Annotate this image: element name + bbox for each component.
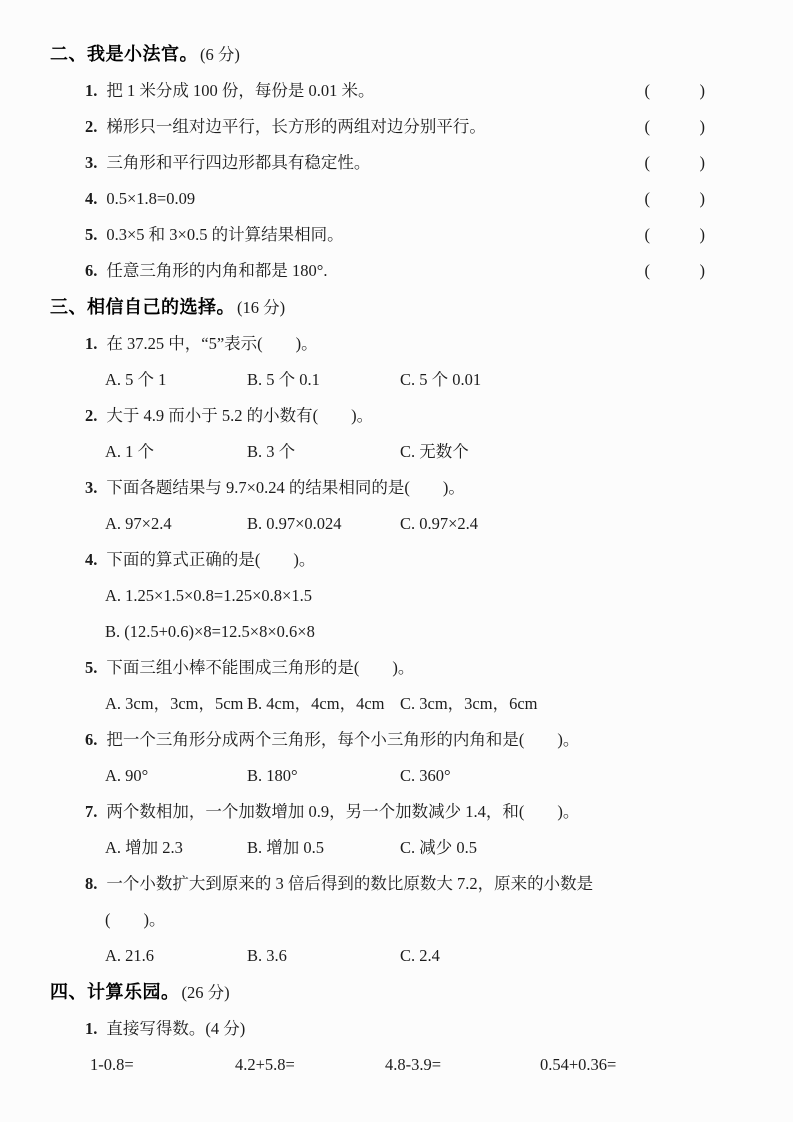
choice-options-5 bbox=[50, 686, 743, 722]
option-b: B. 0.97×0.024 bbox=[247, 514, 342, 533]
item-text: 梯形只一组对边平行，长方形的两组对边分别平行。 bbox=[106, 117, 486, 136]
judge-item-5 bbox=[50, 217, 743, 253]
sub-question-label: 直接写得数。 bbox=[106, 1019, 206, 1038]
item-text: 把 1 米分成 100 份，每份是 0.01 米。 bbox=[106, 81, 375, 100]
option-c: C. 360° bbox=[400, 766, 451, 785]
choice-question-4 bbox=[50, 542, 743, 578]
option-a: A. 1.25×1.5×0.8=1.25×0.8×1.5 bbox=[105, 586, 312, 605]
item-number: 1. bbox=[85, 81, 98, 100]
question-number: 6. bbox=[85, 730, 98, 749]
option-a: A. 5 个 1 bbox=[105, 370, 167, 389]
question-text: 下面各题结果与 9.7×0.24 的结果相同的是( )。 bbox=[106, 478, 465, 497]
choice-question-5 bbox=[50, 650, 743, 686]
option-c: C. 0.97×2.4 bbox=[400, 514, 479, 533]
choice-question-1 bbox=[50, 326, 743, 362]
item-number: 6. bbox=[85, 261, 98, 280]
calc-sub-question-1 bbox=[50, 1011, 743, 1047]
item-text: 三角形和平行四边形都具有稳定性。 bbox=[106, 153, 371, 172]
section-choice-title: 三、相信自己的选择。 bbox=[50, 297, 235, 317]
option-b: B. 3.6 bbox=[247, 946, 287, 965]
calc-expression-2: 4.2+5.8= bbox=[235, 1055, 295, 1074]
option-a: A. 21.6 bbox=[105, 946, 155, 965]
question-text: 把一个三角形分成两个三角形，每个小三角形的内角和是( )。 bbox=[106, 730, 580, 749]
question-text: 下面三组小棒不能围成三角形的是( )。 bbox=[106, 658, 415, 677]
option-b: B. 4cm，4cm，4cm bbox=[247, 694, 385, 713]
option-b: B. 增加 0.5 bbox=[247, 838, 325, 857]
calc-expression-3: 4.8-3.9= bbox=[385, 1055, 442, 1074]
choice-options-2 bbox=[50, 434, 743, 470]
question-text: 两个数相加，一个加数增加 0.9，另一个加数减少 1.4，和( )。 bbox=[106, 802, 580, 821]
option-c: C. 减少 0.5 bbox=[400, 838, 478, 857]
option-a: A. 3cm，3cm，5cm bbox=[105, 694, 244, 713]
question-number: 5. bbox=[85, 658, 98, 677]
question-number: 8. bbox=[85, 874, 98, 893]
question-number: 3. bbox=[85, 478, 98, 497]
section-calc-heading bbox=[50, 974, 743, 1011]
judge-item-2 bbox=[50, 109, 743, 145]
option-c: C. 2.4 bbox=[400, 946, 440, 965]
choice-options-7 bbox=[50, 830, 743, 866]
option-b: B. 3 个 bbox=[247, 442, 296, 461]
item-text: 0.3×5 和 3×0.5 的计算结果相同。 bbox=[106, 225, 344, 244]
choice-question-6 bbox=[50, 722, 743, 758]
choice-question-8-line2 bbox=[50, 902, 743, 938]
judge-item-1 bbox=[50, 73, 743, 109]
answer-blank: ( ) bbox=[644, 153, 705, 172]
question-number: 1. bbox=[85, 334, 98, 353]
judge-item-4 bbox=[50, 181, 743, 217]
option-a: A. 90° bbox=[105, 766, 149, 785]
option-b: B. 180° bbox=[247, 766, 298, 785]
calc-expression-4: 0.54+0.36= bbox=[540, 1055, 617, 1074]
section-choice-heading bbox=[50, 289, 743, 326]
choice-question-3 bbox=[50, 470, 743, 506]
option-c: C. 3cm，3cm，6cm bbox=[400, 694, 538, 713]
question-text: 一个小数扩大到原来的 3 倍后得到的数比原数大 7.2，原来的小数是 bbox=[106, 874, 594, 893]
answer-blank: ( ) bbox=[644, 189, 705, 208]
question-text: 在 37.25 中，“5”表示( )。 bbox=[106, 334, 318, 353]
option-b: B. 5 个 0.1 bbox=[247, 370, 320, 389]
section-calc-title: 四、计算乐园。 bbox=[50, 982, 180, 1002]
option-c: C. 5 个 0.01 bbox=[400, 370, 482, 389]
choice-options-3 bbox=[50, 506, 743, 542]
choice-question-7 bbox=[50, 794, 743, 830]
option-c: C. 无数个 bbox=[400, 442, 469, 461]
answer-blank: ( )。 bbox=[105, 910, 166, 929]
question-number: 4. bbox=[85, 550, 98, 569]
section-choice-points: (16 分) bbox=[237, 298, 286, 317]
answer-blank: ( ) bbox=[644, 81, 705, 100]
choice-option-line-4a bbox=[50, 578, 743, 614]
choice-question-8 bbox=[50, 866, 743, 902]
section-judge-title: 二、我是小法官。 bbox=[50, 44, 198, 64]
choice-options-1 bbox=[50, 362, 743, 398]
question-text: 下面的算式正确的是( )。 bbox=[106, 550, 316, 569]
section-judge-heading bbox=[50, 36, 743, 73]
choice-option-line-4b bbox=[50, 614, 743, 650]
choice-options-6 bbox=[50, 758, 743, 794]
option-a: A. 97×2.4 bbox=[105, 514, 172, 533]
question-text: 大于 4.9 而小于 5.2 的小数有( )。 bbox=[106, 406, 374, 425]
item-text: 0.5×1.8=0.09 bbox=[106, 189, 196, 208]
question-text bbox=[106, 1011, 245, 1047]
section-judge-points: (6 分) bbox=[200, 45, 240, 64]
item-text: 任意三角形的内角和都是 180°. bbox=[106, 261, 328, 280]
option-a: A. 增加 2.3 bbox=[105, 838, 183, 857]
section-calc-points: (26 分) bbox=[181, 983, 230, 1002]
answer-blank: ( ) bbox=[644, 117, 705, 136]
option-b: B. (12.5+0.6)×8=12.5×8×0.6×8 bbox=[105, 622, 315, 641]
judge-item-6 bbox=[50, 253, 743, 289]
item-number: 5. bbox=[85, 225, 98, 244]
calc-expression-1: 1-0.8= bbox=[90, 1055, 134, 1074]
item-number: 4. bbox=[85, 189, 98, 208]
choice-question-2 bbox=[50, 398, 743, 434]
judge-item-3 bbox=[50, 145, 743, 181]
question-number: 1. bbox=[85, 1019, 98, 1038]
sub-question-points: (4 分) bbox=[205, 1019, 246, 1038]
choice-options-8 bbox=[50, 938, 743, 974]
question-number: 7. bbox=[85, 802, 98, 821]
question-number: 2. bbox=[85, 406, 98, 425]
answer-blank: ( ) bbox=[644, 225, 705, 244]
calc-row bbox=[50, 1047, 743, 1083]
item-number: 3. bbox=[85, 153, 98, 172]
item-number: 2. bbox=[85, 117, 98, 136]
answer-blank: ( ) bbox=[644, 261, 705, 280]
option-a: A. 1 个 bbox=[105, 442, 155, 461]
